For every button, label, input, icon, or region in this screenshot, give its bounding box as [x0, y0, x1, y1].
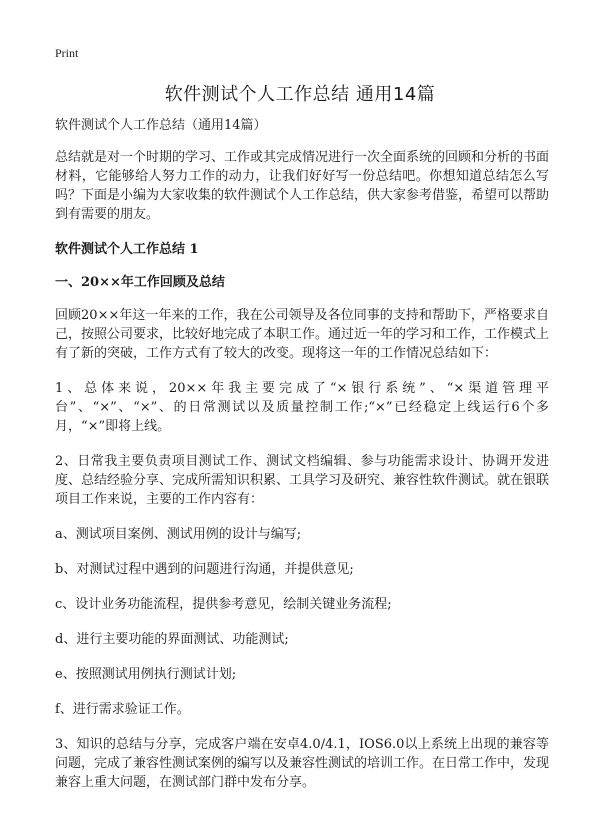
section-heading: 软件测试个人工作总结 1 [55, 242, 199, 257]
body-paragraph: 3、知识的总结与分享，完成客户端在安卓4.0/4.1，IOS6.0以上系统上出现的兼容等问题，完成了兼容性测试案例的编写以及兼容性测试的培训工作。在日常工作中，发现兼容上重大问题，在测试部门群中发布分享。 [55, 737, 550, 790]
list-item: b、对测试过程中遇到的问题进行沟通，并提供意见; [55, 562, 354, 577]
list-item: c、设计业务功能流程，提供参考意见，绘制关键业务流程; [55, 597, 392, 612]
sub-heading: 一、20××年工作回顾及总结 [55, 275, 225, 290]
list-item: e、按照测试用例执行测试计划; [55, 667, 237, 682]
body-paragraph: 1、总体来说，20××年我主要完成了“×银行系统”、“×渠道管理平台”、“×”、“×”、的日常测试以及质量控制工作;“×”已经稳定上线运行6个多月，“×”即将上线。 [55, 381, 549, 434]
print-label: Print [55, 46, 79, 60]
list-item: a、测试项目案例、测试用例的设计与编写; [55, 527, 302, 542]
intro-paragraph: 总结就是对一个时期的学习、工作或其完成情况进行一次全面系统的回顾和分析的书面材料，它能够给人努力工作的动力，让我们好好写一份总结吧。你想知道总结怎么写吗？下面是小编为大家收集的软件测试个人工作总结，供大家参考借鉴，希望可以帮助到有需要的朋友。 [55, 150, 550, 222]
body-paragraph: 2、日常我主要负责项目测试工作、测试文档编辑、参与功能需求设计、协调开发进度、总结经验分享、完成所需知识积累、工具学习及研究、兼容性软件测试。就在银联项目工作来说，主要的工作内容有： [55, 454, 550, 507]
document-subtitle: 软件测试个人工作总结（通用14篇） [55, 118, 267, 133]
list-item: d、进行主要功能的界面测试、功能测试; [55, 632, 289, 647]
body-paragraph: 回顾20××年这一年来的工作，我在公司领导及各位同事的支持和帮助下，严格要求自己，按照公司要求，比较好地完成了本职工作。通过近一年的学习和工作，工作模式上有了新的突破，工作方式有了较大的改变。现将这一年的工作情况总结如下： [55, 308, 550, 361]
document-body [55, 116, 549, 808]
list-item: f、进行需求验证工作。 [55, 702, 190, 717]
document-title: 软件测试个人工作总结 通用14篇 [164, 84, 436, 105]
